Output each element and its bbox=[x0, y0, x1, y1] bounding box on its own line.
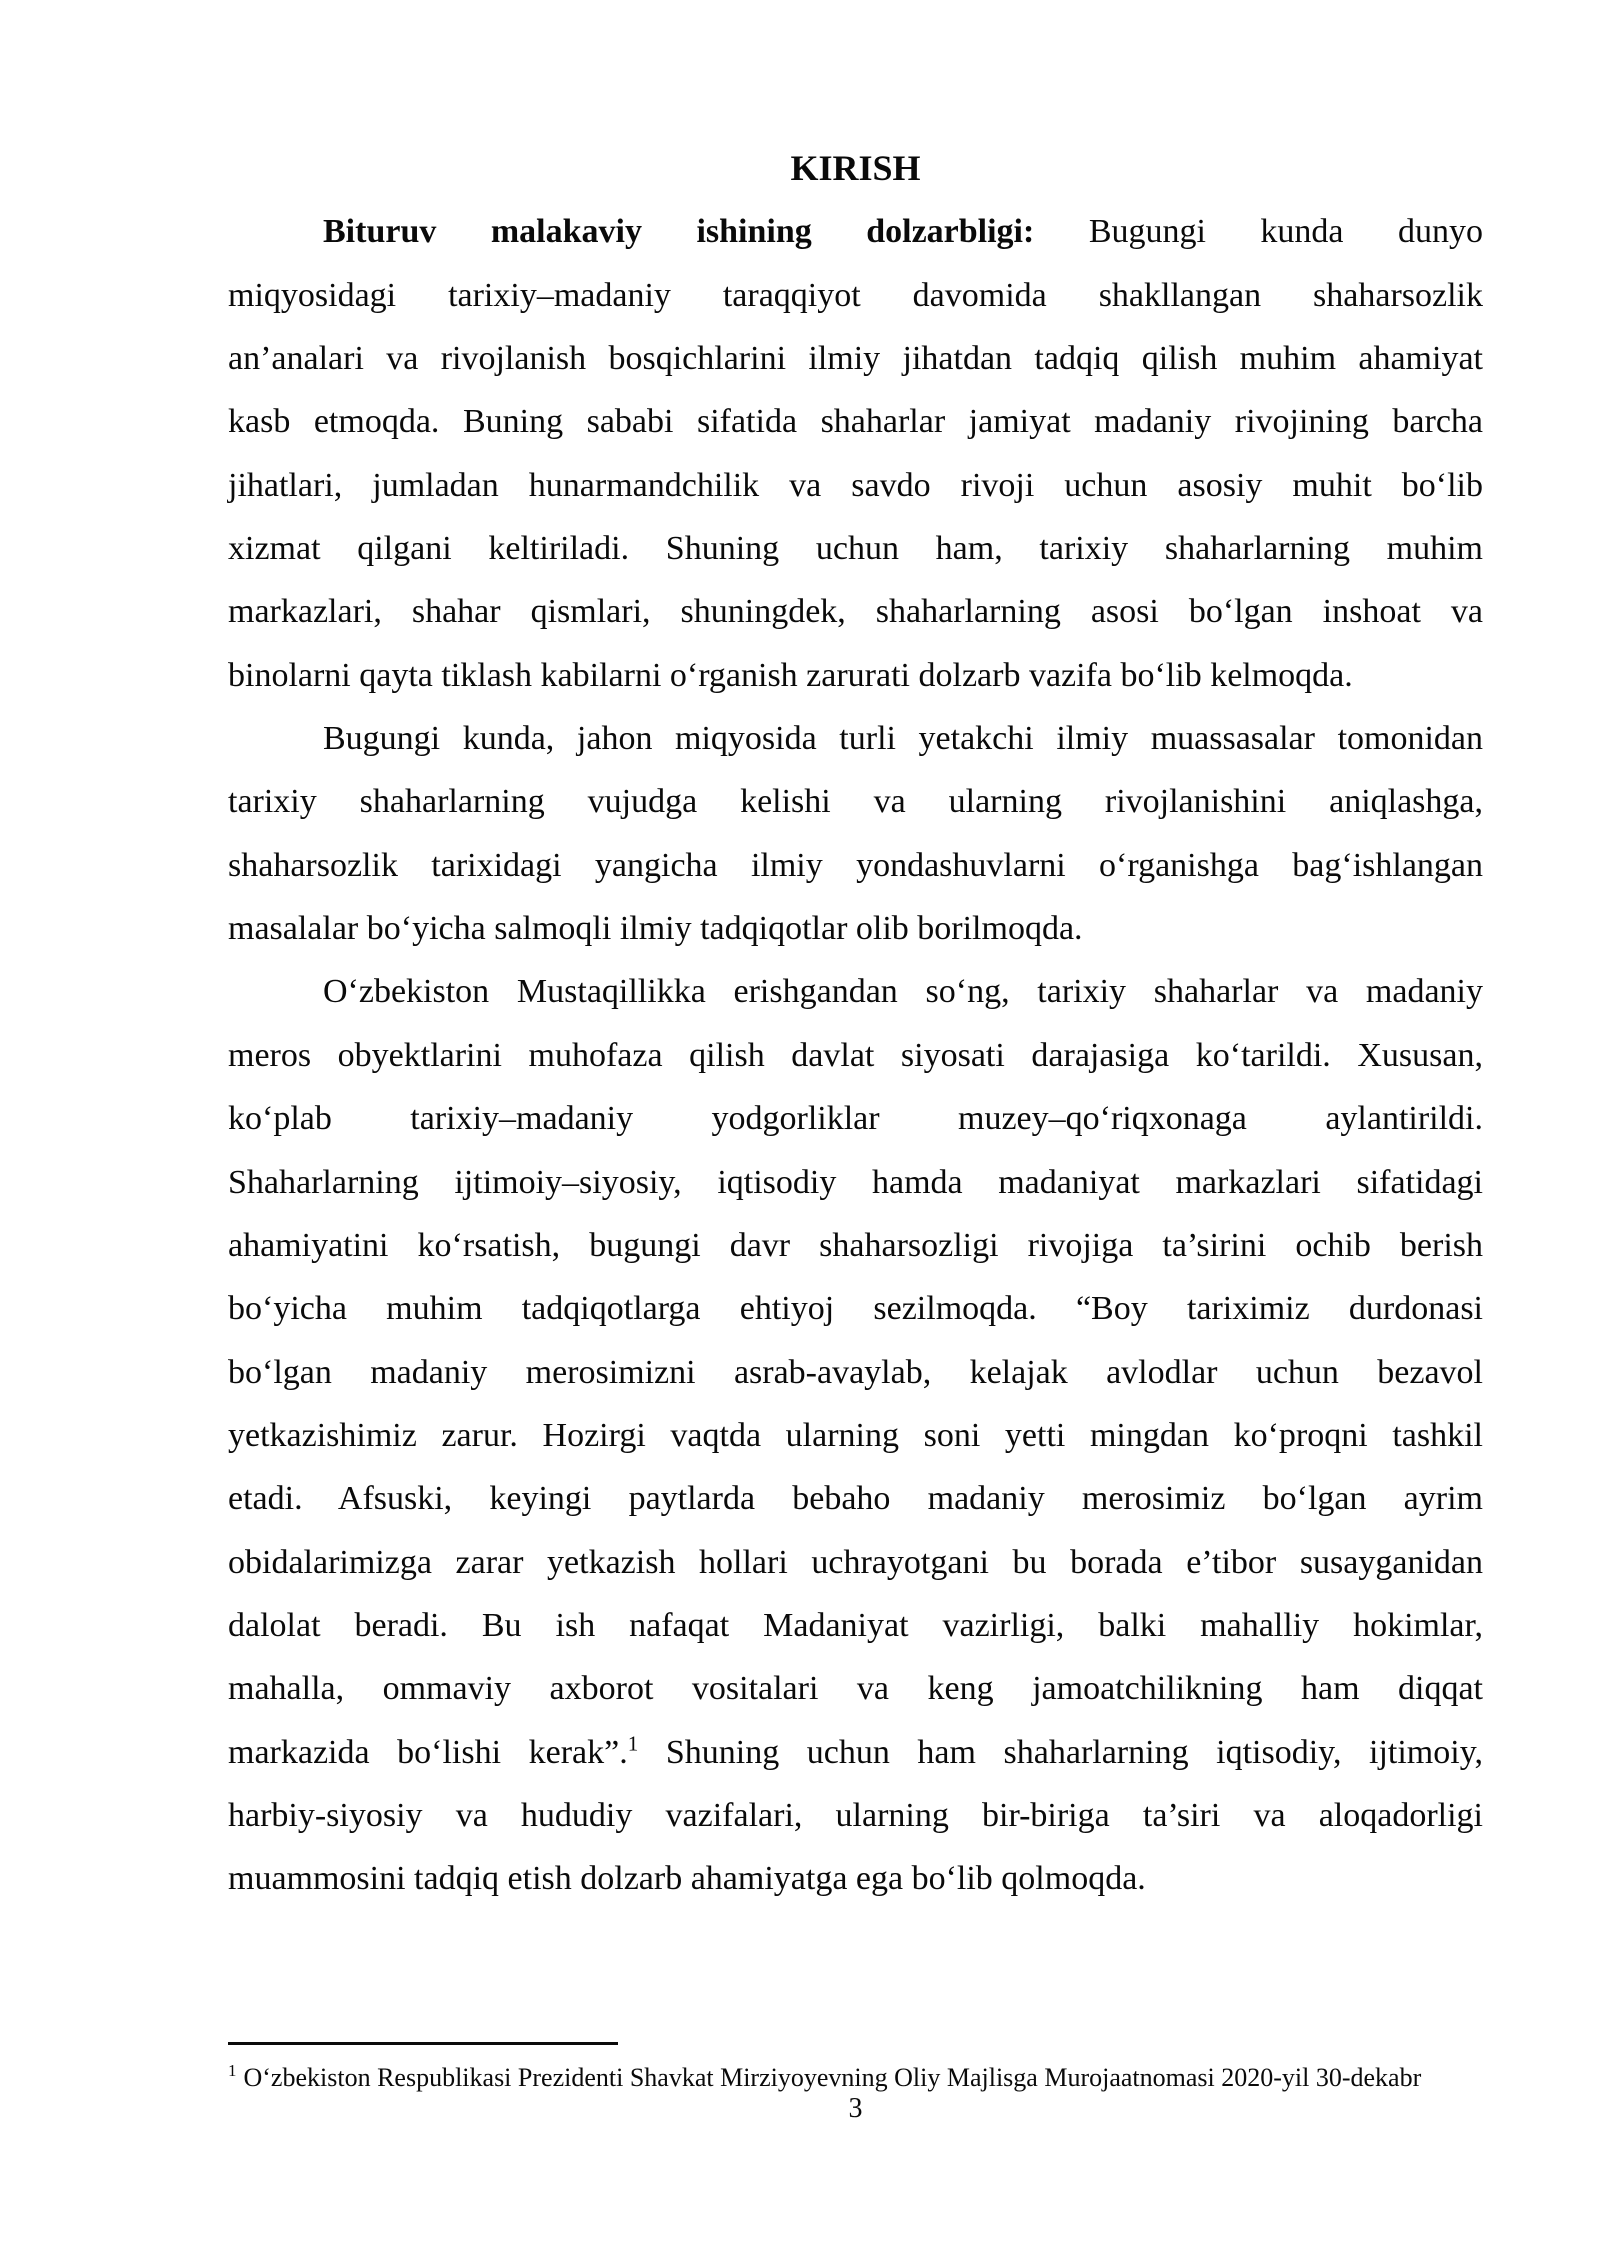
text-line: muammosini tadqiq etish dolzarb ahamiyatga ega bo‘lib qolmoqda. bbox=[228, 1860, 1146, 1898]
text-line: jihatlari, jumladan hunarmandchilik va savdo rivoji uchun asosiy muhit bo‘lib bbox=[228, 466, 1483, 504]
paragraph bbox=[228, 200, 1483, 707]
bold-lead: Bituruv malakaviy ishining dolzarbligi: bbox=[323, 213, 1035, 251]
text-line: shaharsozlik tarixidagi yangicha ilmiy yondashuvlarni o‘rganishga bag‘ishlangan bbox=[228, 846, 1483, 884]
footnote-text: O‘zbekiston Respublikasi Prezidenti Shavkat Mirziyoyevning Oliy Majlisga Murojaatnomasi 2020-yil 30-dekabr bbox=[243, 2063, 1422, 2092]
text-line: etadi. Afsuski, keyingi paytlarda bebaho madaniy merosimiz bo‘lgan ayrim bbox=[228, 1480, 1483, 1518]
text-line: an’analari va rivojlanish bosqichlarini ilmiy jihatdan tadqiq qilish muhim ahamiyat bbox=[228, 340, 1483, 378]
body-text bbox=[228, 200, 1483, 1910]
text-line: tarixiy shaharlarning vujudga kelishi va ularning rivojlanishini aniqlashga, bbox=[228, 783, 1483, 821]
text-line: dalolat beradi. Bu ish nafaqat Madaniyat vazirligi, balki mahalliy hokimlar, bbox=[228, 1606, 1483, 1644]
text-line: masalalar bo‘yicha salmoqli ilmiy tadqiqotlar olib borilmoqda. bbox=[228, 910, 1083, 948]
text-line: meros obyektlarini muhofaza qilish davlat siyosati darajasiga ko‘tarildi. Xususan, bbox=[228, 1036, 1483, 1074]
footnote bbox=[228, 2061, 1518, 2094]
paragraph bbox=[228, 960, 1483, 1910]
footnote-marker: 1 bbox=[228, 2061, 237, 2081]
text-line: O‘zbekiston Mustaqillikka erishgandan so‘ng, tarixiy shaharlar va madaniy bbox=[323, 973, 1483, 1011]
page-title: KIRISH bbox=[790, 148, 921, 188]
text-line: obidalarimizga zarar yetkazish hollari uchrayotgani bu borada e’tibor susayganidan bbox=[228, 1543, 1483, 1581]
text-line: binolarni qayta tiklash kabilarni o‘rganish zarurati dolzarb vazifa bo‘lib kelmoqda. bbox=[228, 656, 1353, 694]
text-line: mahalla, ommaviy axborot vositalari va keng jamoatchilikning ham diqqat bbox=[228, 1670, 1483, 1708]
text-line: xizmat qilgani keltiriladi. Shuning uchun ham, tarixiy shaharlarning muhim bbox=[228, 530, 1483, 568]
text-line: yetkazishimiz zarur. Hozirgi vaqtda ularning soni yetti mingdan ko‘proqni tashkil bbox=[228, 1416, 1483, 1454]
text-line: markazida bo‘lishi kerak”.$^1$ Shuning uchun ham shaharlarning iqtisodiy, ijtimoiy, bbox=[228, 1731, 1483, 1771]
text-line: markazlari, shahar qismlari, shuningdek, shaharlarning asosi bo‘lgan inshoat va bbox=[228, 593, 1483, 631]
text-line: Bituruv malakaviy ishining dolzarbligi: Bugungi kunda dunyo bbox=[323, 213, 1484, 251]
text-line: Shaharlarning ijtimoiy–siyosiy, iqtisodiy hamda madaniyat markazlari sifatidagi bbox=[228, 1163, 1483, 1201]
text-line: bo‘lgan madaniy merosimizni asrab-avaylab, kelajak avlodlar uchun bezavol bbox=[228, 1353, 1483, 1391]
footnote-reference: 1 bbox=[627, 1731, 639, 1756]
paragraph bbox=[228, 707, 1483, 960]
text-line: miqyosidagi tarixiy–madaniy taraqqiyot davomida shakllangan shaharsozlik bbox=[228, 276, 1483, 314]
text-line: Bugungi kunda, jahon miqyosida turli yetakchi ilmiy muassasalar tomonidan bbox=[323, 720, 1483, 758]
text-line: ko‘plab tarixiy–madaniy yodgorliklar muzey–qo‘riqxonaga aylantirildi. bbox=[228, 1100, 1483, 1138]
text-line: kasb etmoqda. Buning sababi sifatida shaharlar jamiyat madaniy rivojining barcha bbox=[228, 403, 1483, 441]
text-block bbox=[228, 137, 1483, 1911]
text-line: bo‘yicha muhim tadqiqotlarga ehtiyoj sezilmoqda. “Boy tariximiz durdonasi bbox=[228, 1290, 1483, 1328]
text-line: ahamiyatini ko‘rsatish, bugungi davr shaharsozligi rivojiga ta’sirini ochib berish bbox=[228, 1226, 1483, 1264]
footnote-separator bbox=[228, 2042, 618, 2045]
page-number: 3 bbox=[848, 2093, 863, 2124]
text-line: harbiy-siyosiy va hududiy vazifalari, ularning bir-biriga ta’siri va aloqadorligi bbox=[228, 1796, 1483, 1834]
